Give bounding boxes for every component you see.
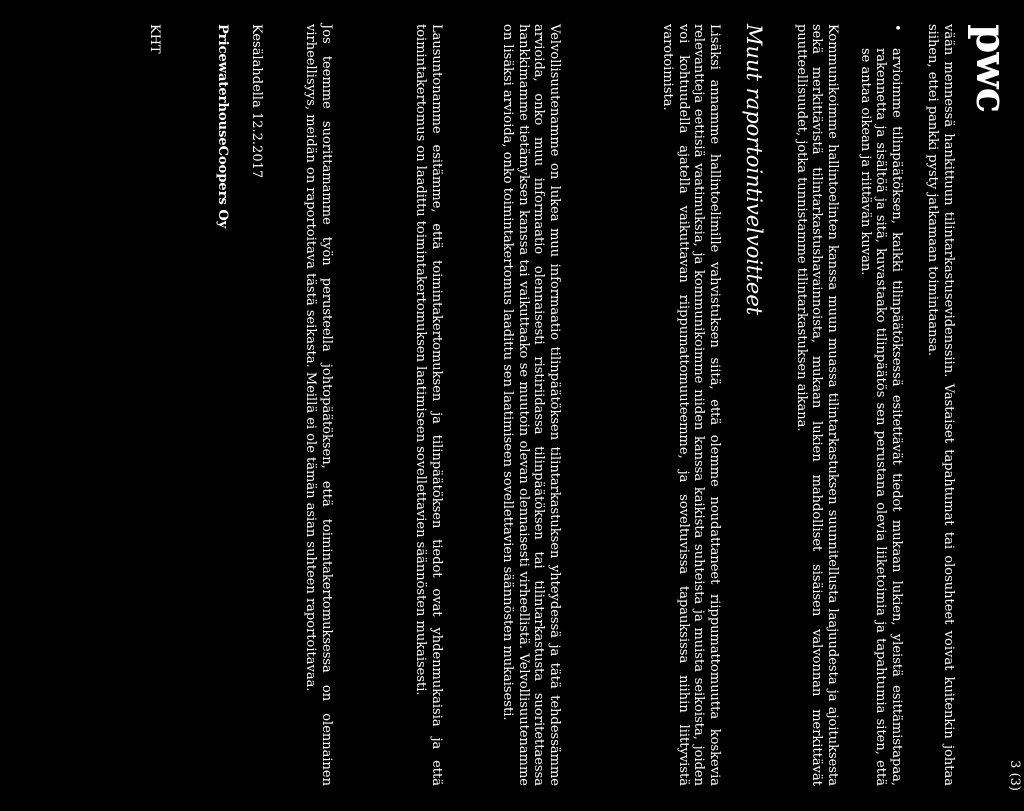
independence-paragraph: Lisäksi annamme hallintoelimille vahvistuksen siitä, että olemme noudattaneet riippumattomuutta koskevia relevantteja eettisiä vaatimuksia, ja kommunikoimme niiden kanssa kaikista suhteista ja muista seikoista, joiden voi kohtuudella ajatella vaikuttavan riippumattomuuteemme, ja soveltuvissa tapauksissa niihin liittyvistä varotoimista. [660, 24, 722, 786]
bullet-dot-icon: • [889, 24, 904, 32]
opinion-paragraph: Lausuntonamme esitämme, että toimintakertomuksen ja tilinpäätöksen tiedot ovat yhdenmukaisia ja että toimintakertomus on laadittu toimintakertomuksen laatimiseen sovellettavien säännösten mukaisesti. [413, 24, 444, 786]
continuation-paragraph: vään mennessä hankittuun tilintarkastusevidenssiin. Vastaiset tapahtumat tai olosuhteet voivat kuitenkin johtaa siihen, ettei pankki pysty jatkamaan toimintaansa. [925, 24, 956, 786]
other-information-paragraph: Velvollisuutenamme on lukea muu informaatio tilinpäätöksen tilintarkastuksen yhteydessä ja tätä tehdessämme arvioida, onko muu informaatio olennaisesti ristiriidassa tilinpäätöksen tai tilintarkastusta suoritettaessa hankkimamme tietämyksen kanssa tai vaikuttaako se muutoin olevan olennaisesti virheellistä. Velvollisuutenamme on lisäksi arvioida, onko toimintakertomus laadittu sen laatimiseen sovellettavien säännösten mukaisesti. [500, 24, 562, 786]
bullet-item [858, 24, 905, 786]
bullet-text: arvioimme tilinpäätöksen, kaikki tilinpäätöksessä esitettävät tiedot mukaan lukien, yleistä esittämistapaa, rakennetta ja sisältöä ja sitä, kuvastaako tilinpäätös sen perustana olevia liiketoimia ja tapahtumia siten, että se antaa oikean ja riittävän kuvan. [858, 48, 904, 786]
page-number: 3 (3) [1007, 760, 1022, 791]
pwc-logo: pwc [967, 24, 1016, 113]
section-heading: Muut raportointivelvoitteet [742, 24, 766, 316]
bullet-list [858, 24, 905, 786]
company-name: PricewaterhouseCoopers Oy [215, 24, 230, 229]
conclusion-paragraph: Jos teemme suorittamamme työn perusteella johtopäätöksen, että toimintakertomuksessa on olennainen virheellisyys, meidän on raportoitava tästä seikasta. Meillä ei ole tämän asian suhteen raportoitavaa. [303, 24, 334, 786]
communication-paragraph: Kommunikoimme hallintoelinten kanssa muun muassa tilintarkastuksen suunnitellusta laajuudesta ja ajoituksesta sekä merkittävistä tilintarkastushavainnoista, mukaan lukien mahdolliset sisäisen valvonnan merkittävät puutteellisuudet, jotka tunnistamme tilintarkastuksen aikana. [794, 24, 840, 786]
place-and-date: Kesälahdella 12.2.2017 [249, 24, 264, 179]
auditor-title: KHT [147, 24, 162, 54]
